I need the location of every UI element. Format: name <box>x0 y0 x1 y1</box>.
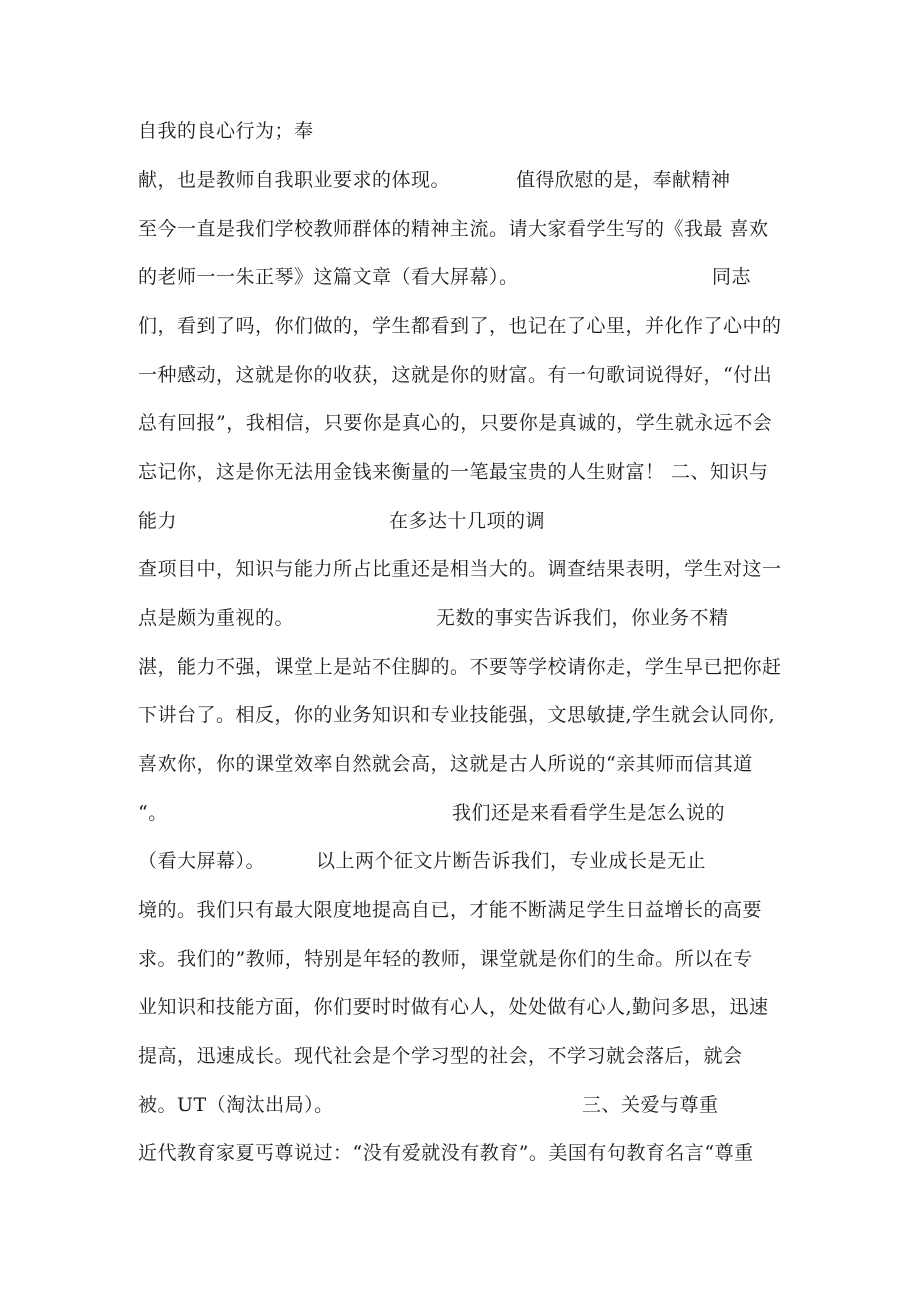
text-segment: 在多达十几项的调 <box>389 510 546 532</box>
text-segment: 总有回报”，我相信，只要你是真心的，只要你是真诚的，学生就永远不会 <box>138 412 773 434</box>
text-segment: 近代教育家夏丐尊说过：“没有爱就没有教育”。美国有句教育名言“尊重 <box>138 1142 754 1164</box>
text-segment: 我们还是来看看学生是怎么说的 <box>452 802 726 824</box>
text-segment: 值得欣慰的是，奉献精神 <box>516 169 731 191</box>
text-segment: 忘记你，这是你无法用金钱来衡量的一笔最宝贵的人生财富！ 二、知识与 <box>138 461 769 483</box>
text-segment: 至今一直是我们学校教师群体的精神主流。请大家看学生写的《我最 喜欢 <box>138 218 769 240</box>
text-segment: 们，看到了吗，你们做的，学生都看到了，也记在了心里，并化作了心中的 <box>138 315 782 337</box>
text-segment: 业知识和技能方面，你们要时时做有心人，处处做有心人,勤问多思，迅速 <box>138 996 769 1018</box>
text-segment: 喜欢你，你的课堂效率自然就会高，这就是古人所说的“亲其师而信其道 <box>138 753 753 775</box>
text-segment: 同志 <box>712 266 752 288</box>
text-segment: 求。我们的”教师，特别是年轻的教师，课堂就是你们的生命。所以在专 <box>138 948 753 970</box>
text-segment: 被。UT（淘汰出局）。 <box>138 1094 334 1116</box>
text-segment: “。 <box>138 802 168 824</box>
text-segment: 以上两个征文片断告诉我们，专业成长是无止 <box>316 850 707 872</box>
text-segment: 湛，能力不强，课堂上是站不住脚的。不要等学校请你走，学生早已把你赶 <box>138 656 782 678</box>
text-segment: 境的。我们只有最大限度地提高自已，才能不断满足学生日益增长的高要 <box>138 899 763 921</box>
text-segment: 查项目中，知识与能力所占比重还是相当大的。调查结果表明，学生对这一 <box>138 558 782 580</box>
text-segment: 无数的事实告诉我们，你业务不精 <box>436 607 729 629</box>
text-segment: （看大屏幕）。 <box>138 850 266 872</box>
text-segment: 下讲台了。相反，你的业务知识和专业技能强，文思敏捷,学生就会认同你, <box>138 704 776 726</box>
text-segment: 能力 <box>138 510 178 532</box>
text-segment: 一种感动，这就是你的收获，这就是你的财富。有一句歌词说得好，“付出 <box>138 364 773 386</box>
text-segment: 三、关爱与尊重 <box>582 1094 719 1116</box>
text-segment: 提高，迅速成长。现代社会是个学习型的社会，不学习就会落后，就会 <box>138 1045 743 1067</box>
text-segment: 自我的良心行为；奉 <box>138 120 314 142</box>
text-segment: 的老师一一朱正琴》这篇文章（看大屏幕）。 <box>138 266 519 288</box>
text-segment: 点是颇为重视的。 <box>138 607 295 629</box>
text-segment: 献，也是教师自我职业要求的体现。 <box>138 169 451 191</box>
